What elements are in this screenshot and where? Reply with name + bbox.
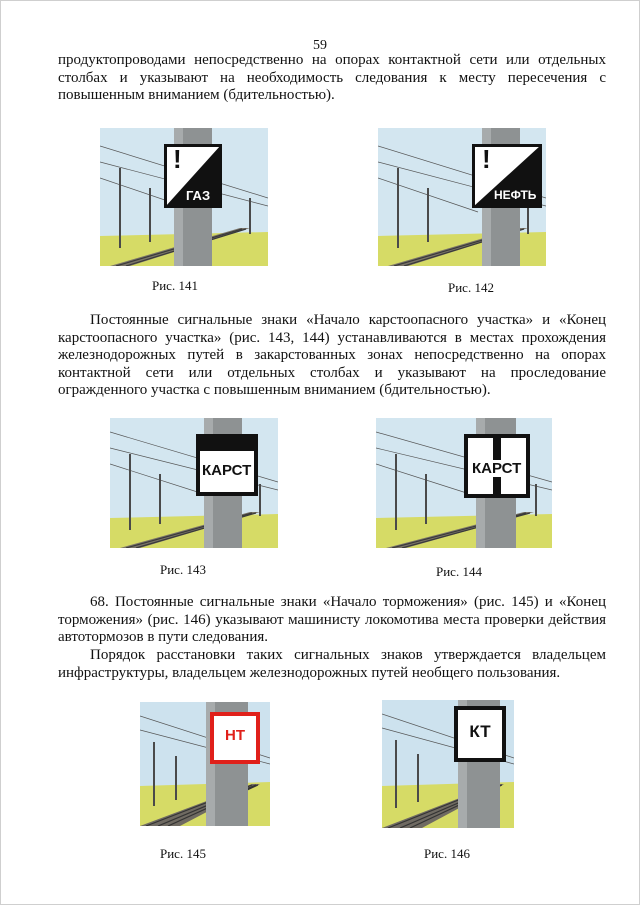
- caption-fig-145: Рис. 145: [160, 846, 206, 861]
- paragraph-braking: 68. Постоянные сигнальные знаки «Начало торможения» (рис. 145) и «Конец торможения» (рис. 146) указывают машинисту локомотива места проверки действия автотормозов в пути следования.: [58, 594, 606, 645]
- figure-145: [140, 702, 270, 826]
- figure-146: [382, 700, 514, 828]
- sign-karst-start: [196, 434, 258, 496]
- sign-oil: [472, 144, 542, 208]
- sign-gas: [164, 144, 222, 208]
- caption-fig-141: Рис. 141: [152, 278, 198, 293]
- caption-fig-144: Рис. 144: [436, 564, 482, 579]
- paragraph-karst: Постоянные сигнальные знаки «Начало карстоопасного участка» и «Конец карстоопасного участка» (рис. 143, 144) устанавливаются в местах прохождения железнодорожных путей в закарстованных зонах непосредственно на опорах контактной сети или отдельных столбах и указывают на проследование огражденного участка с повышенным вниманием (бдительностью).: [58, 312, 606, 398]
- paragraph-pipelines: продуктопроводами непосредственно на опорах контактной сети или отдельных столбах и указывают на необходимость следования к месту пересечения с повышенным вниманием (бдительностью).: [58, 52, 606, 103]
- figure-141: [100, 128, 268, 266]
- exclamation-mark: !: [173, 144, 182, 174]
- caption-fig-146: Рис. 146: [424, 846, 470, 861]
- sign-braking-end: [454, 706, 506, 762]
- figure-144: [376, 418, 552, 548]
- page-number: 59: [313, 38, 327, 53]
- sign-text-nt: НТ: [225, 727, 245, 744]
- sign-text-karst: КАРСТ: [202, 462, 252, 479]
- sign-text-kt: КТ: [469, 722, 491, 741]
- sign-karst-end: [464, 434, 530, 498]
- exclamation-mark: !: [482, 144, 491, 174]
- figure-142: [378, 128, 546, 266]
- caption-fig-142: Рис. 142: [448, 280, 494, 295]
- paragraph-placement: Порядок расстановки таких сигнальных знаков утверждается владельцем инфраструктуры, владельцем железнодорожных путей необщего пользования.: [58, 647, 606, 681]
- figure-143: [110, 418, 278, 548]
- sign-text-gas: ГАЗ: [186, 188, 211, 203]
- sign-braking-start: [210, 712, 260, 764]
- caption-fig-143: Рис. 143: [160, 562, 206, 577]
- sign-text-oil: НЕФТЬ: [494, 188, 537, 202]
- sign-text-karst: КАРСТ: [472, 460, 522, 477]
